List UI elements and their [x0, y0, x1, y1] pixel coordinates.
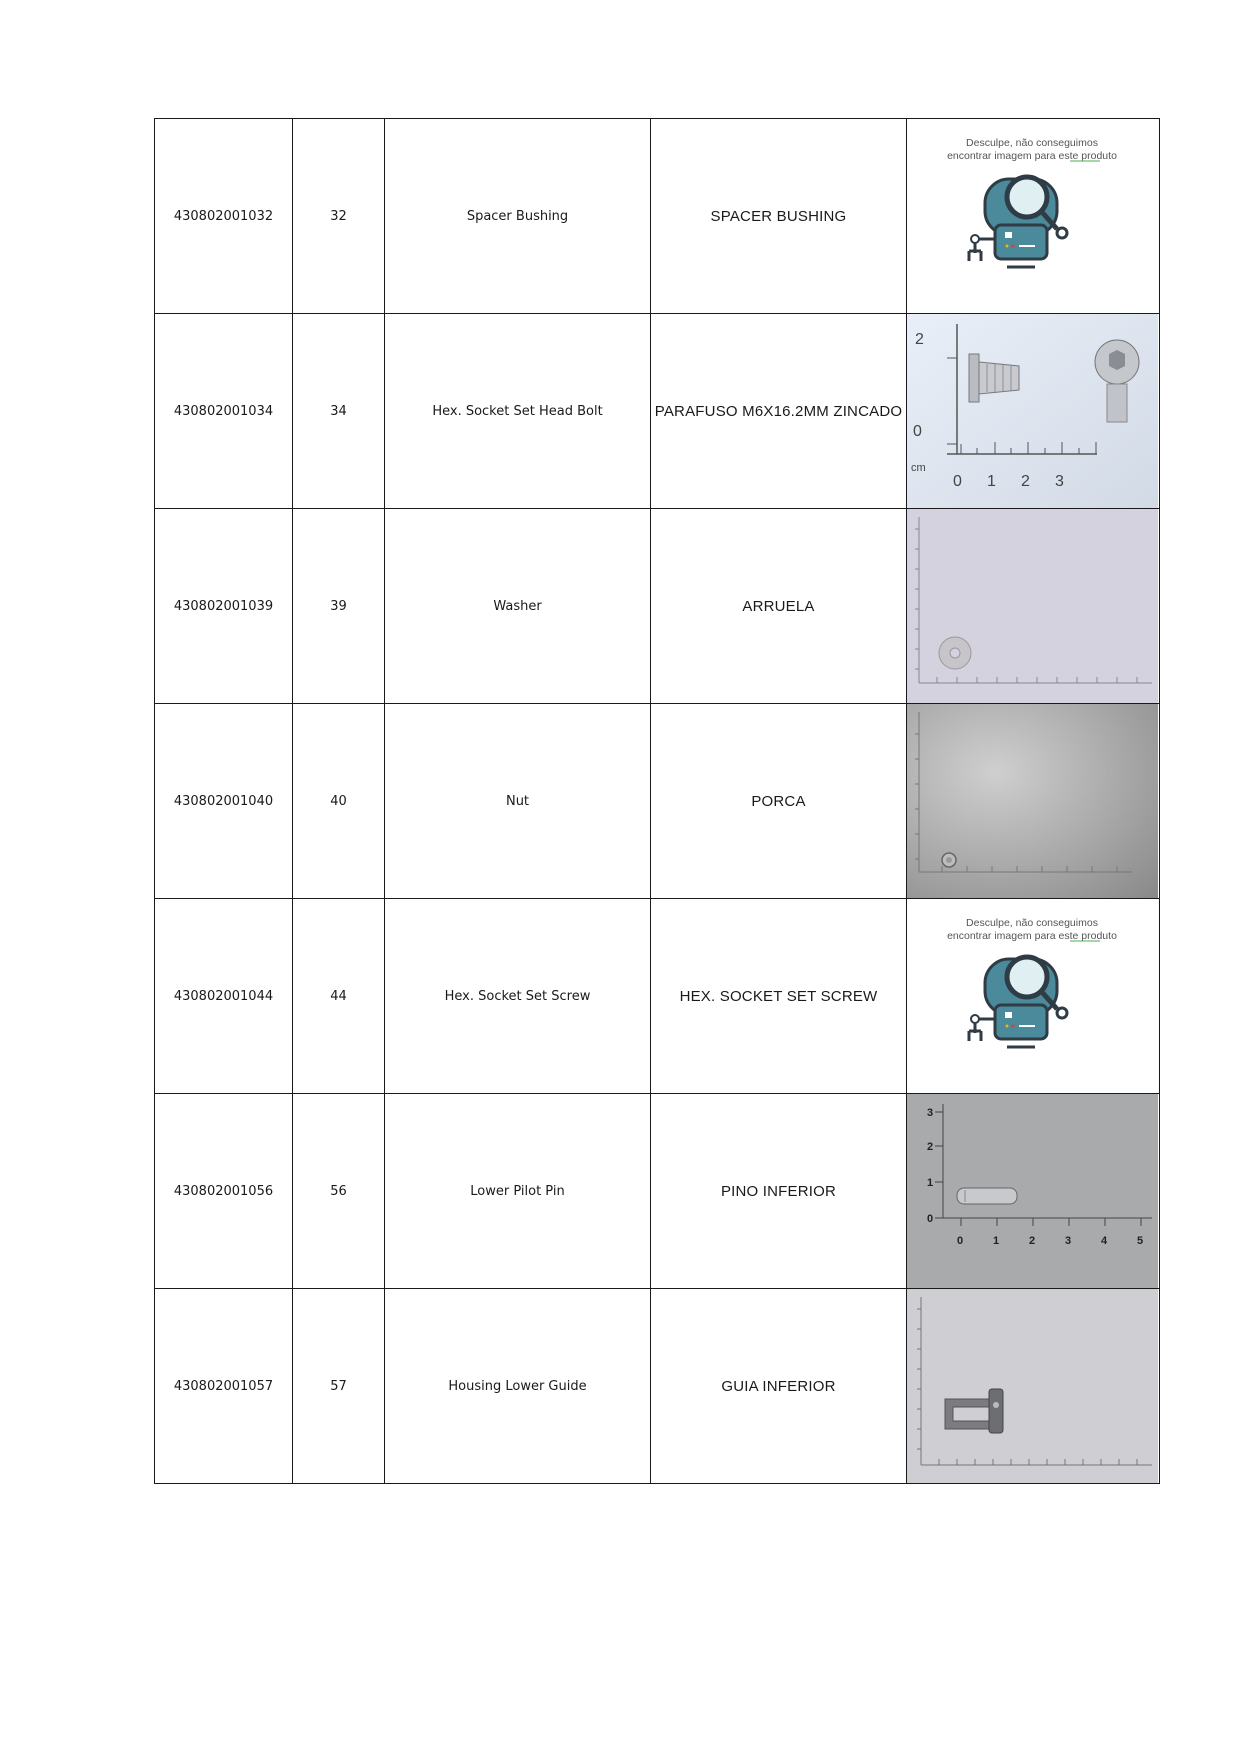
description-en: Housing Lower Guide — [385, 1289, 651, 1484]
ruler-label: 0 — [953, 473, 962, 490]
ruler-label: 4 — [1101, 1235, 1108, 1247]
table-row — [155, 899, 1160, 1094]
description-en: Hex. Socket Set Screw — [385, 899, 651, 1094]
table-row — [155, 1289, 1160, 1484]
ruler-label: 0 — [957, 1235, 964, 1247]
ruler-label: 2 — [1029, 1235, 1036, 1247]
image-not-found-placeholder — [907, 119, 1158, 313]
description-pt: HEX. SOCKET SET SCREW — [651, 899, 907, 1094]
description-pt: PINO INFERIOR — [651, 1094, 907, 1289]
part-number: 44 — [293, 899, 385, 1094]
description-en: Lower Pilot Pin — [385, 1094, 651, 1289]
washer-photo — [907, 509, 1158, 703]
part-code: 430802001039 — [155, 509, 293, 704]
ruler-label: 1 — [993, 1235, 1000, 1247]
part-number: 56 — [293, 1094, 385, 1289]
part-code: 430802001040 — [155, 704, 293, 899]
nut-photo — [907, 704, 1158, 898]
ruler-label: 2 — [1021, 473, 1030, 490]
description-en: Hex. Socket Set Head Bolt — [385, 314, 651, 509]
part-code: 430802001056 — [155, 1094, 293, 1289]
ruler-label: 0 — [927, 1213, 934, 1225]
part-code: 430802001034 — [155, 314, 293, 509]
bolt-photo — [907, 314, 1158, 508]
table-row — [155, 119, 1160, 314]
robot-icon — [969, 177, 1067, 267]
placeholder-line2: encontrar imagem para este produto — [947, 930, 1117, 942]
part-number: 40 — [293, 704, 385, 899]
table-row — [155, 509, 1160, 704]
pin-photo — [907, 1094, 1158, 1288]
description-pt: ARRUELA — [651, 509, 907, 704]
product-image — [907, 1094, 1160, 1289]
placeholder-line2: encontrar imagem para este produto — [947, 150, 1117, 162]
ruler-label: 0 — [913, 423, 922, 440]
parts-table — [154, 118, 1160, 1484]
ruler-label: 1 — [987, 473, 996, 490]
description-en: Spacer Bushing — [385, 119, 651, 314]
guide-photo — [907, 1289, 1158, 1483]
ruler-label: 3 — [1065, 1235, 1072, 1247]
product-image — [907, 899, 1160, 1094]
product-image — [907, 509, 1160, 704]
placeholder-line1: Desculpe, não conseguimos — [966, 917, 1098, 929]
description-pt: SPACER BUSHING — [651, 119, 907, 314]
ruler-label: 5 — [1137, 1235, 1144, 1247]
table-row — [155, 1094, 1160, 1289]
ruler-label: cm — [911, 462, 926, 474]
description-en: Nut — [385, 704, 651, 899]
product-image — [907, 1289, 1160, 1484]
table-row — [155, 314, 1160, 509]
part-code: 430802001057 — [155, 1289, 293, 1484]
product-image — [907, 314, 1160, 509]
part-number: 32 — [293, 119, 385, 314]
robot-icon — [969, 957, 1067, 1047]
product-image — [907, 119, 1160, 314]
description-pt: PORCA — [651, 704, 907, 899]
description-pt: PARAFUSO M6X16.2MM ZINCADO — [651, 314, 907, 509]
ruler-label: 3 — [1055, 473, 1064, 490]
placeholder-line1: Desculpe, não conseguimos — [966, 137, 1098, 149]
description-en: Washer — [385, 509, 651, 704]
part-code: 430802001032 — [155, 119, 293, 314]
part-number: 57 — [293, 1289, 385, 1484]
table-row — [155, 704, 1160, 899]
ruler-label: 2 — [915, 331, 924, 348]
product-image — [907, 704, 1160, 899]
description-pt: GUIA INFERIOR — [651, 1289, 907, 1484]
ruler-label: 1 — [927, 1177, 934, 1189]
ruler-label: 2 — [927, 1141, 934, 1153]
part-number: 34 — [293, 314, 385, 509]
part-number: 39 — [293, 509, 385, 704]
image-not-found-placeholder — [907, 899, 1158, 1093]
ruler-label: 3 — [927, 1107, 934, 1119]
part-code: 430802001044 — [155, 899, 293, 1094]
